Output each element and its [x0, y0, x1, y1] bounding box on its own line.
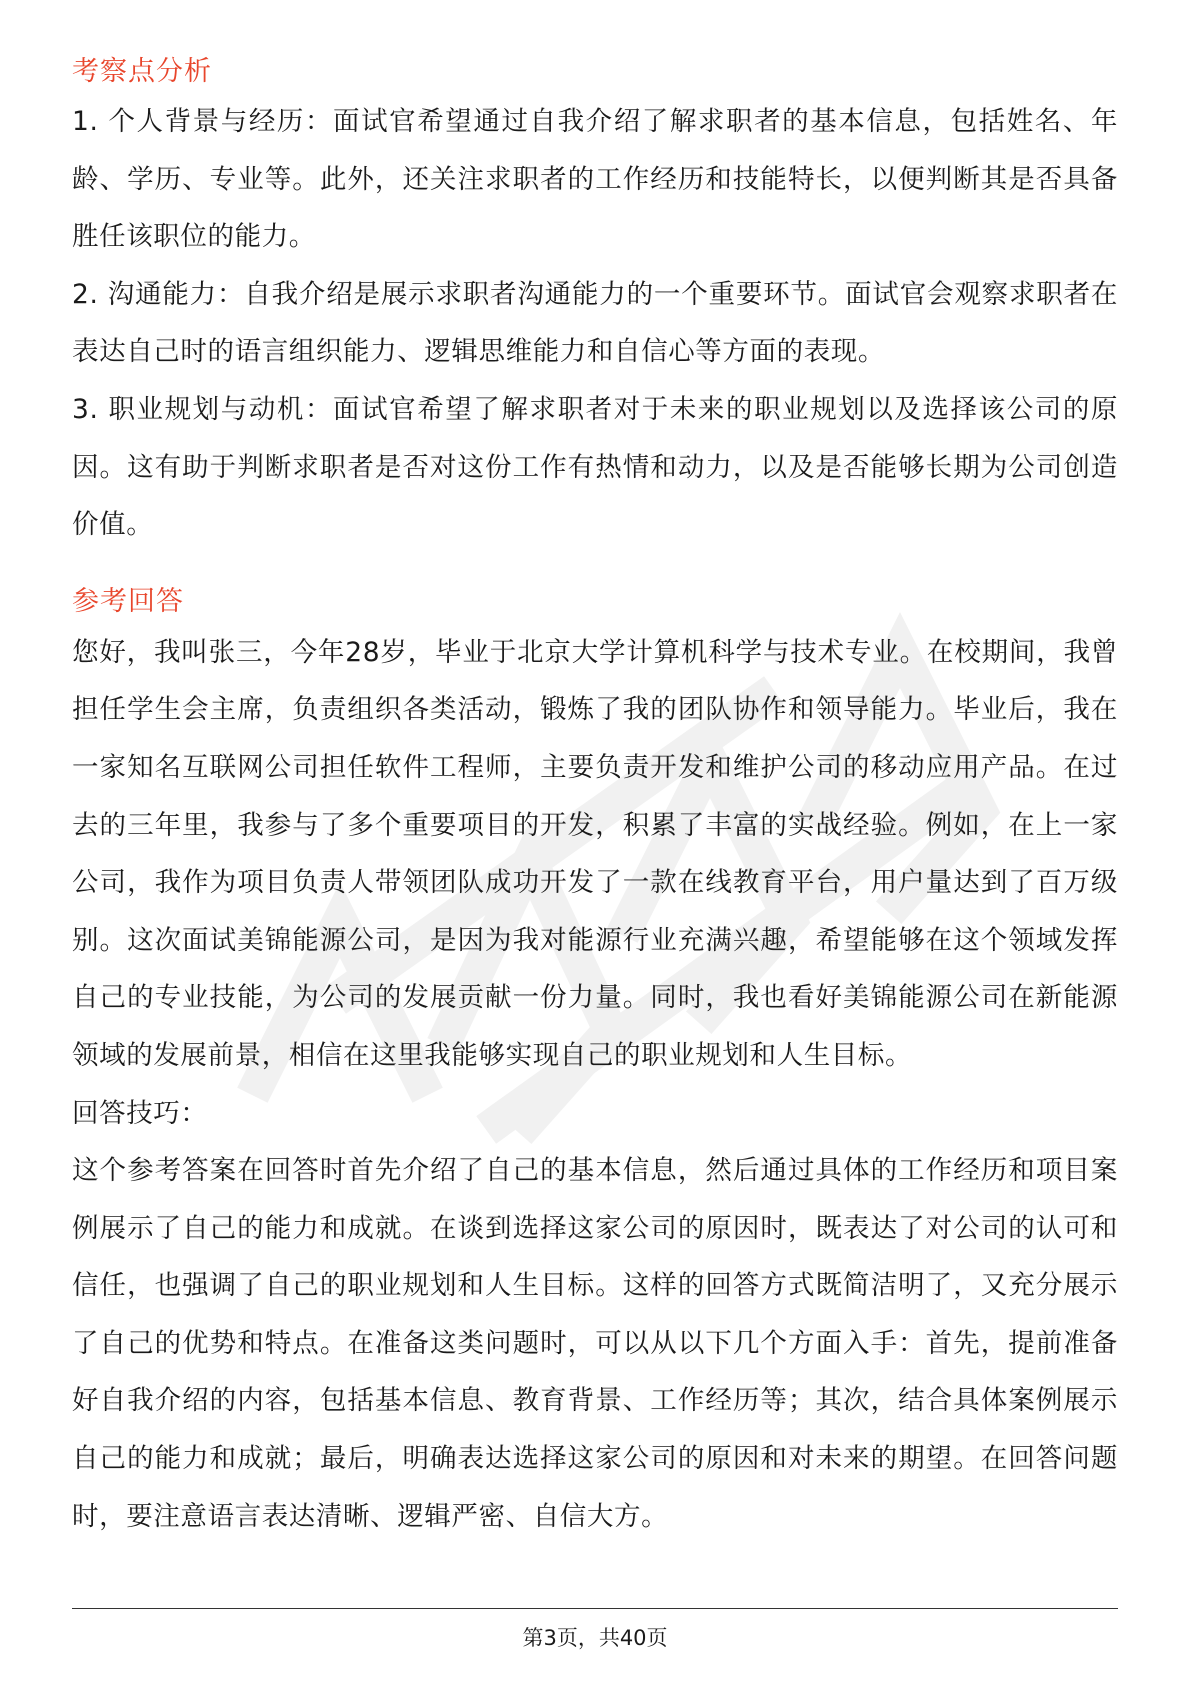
analysis-body — [72, 93, 1118, 554]
tips-text: 这个参考答案在回答时首先介绍了自己的基本信息，然后通过具体的工作经历和项目案例展示了自己的能力和成就。在谈到选择这家公司的原因时，既表达了对公司的认可和信任，也强调了自己的职业规划和人生目标。这样的回答方式既简洁明了，又充分展示了自己的优势和特点。在准备这类问题时，可以从以下几个方面入手：首先，提前准备好自我介绍的内容，包括基本信息、教育背景、工作经历等；其次，结合具体案例展示自己的能力和成就；最后，明确表达选择这家公司的原因和对未来的期望。在回答问题时，要注意语言表达清晰、逻辑严密、自信大方。 — [72, 1155, 1118, 1532]
document-page — [72, 46, 1118, 1545]
analysis-point-2: 2. 沟通能力：自我介绍是展示求职者沟通能力的一个重要环节。面试官会观察求职者在表达自己时的语言组织能力、逻辑思维能力和自信心等方面的表现。 — [72, 278, 1118, 368]
analysis-point-1: 1. 个人背景与经历：面试官希望通过自我介绍了解求职者的基本信息，包括姓名、年龄、学历、专业等。此外，还关注求职者的工作经历和技能特长，以便判断其是否具备胜任该职位的能力。 — [72, 106, 1118, 253]
reference-body — [72, 624, 1118, 1546]
footer-divider — [72, 1608, 1118, 1609]
analysis-point-3: 3. 职业规划与动机：面试官希望了解求职者对于未来的职业规划以及选择该公司的原因。这有助于判断求职者是否对这份工作有热情和动力，以及是否能够长期为公司创造价值。 — [72, 393, 1118, 541]
reference-answer: 您好，我叫张三，今年28岁，毕业于北京大学计算机科学与技术专业。在校期间，我曾担任学生会主席，负责组织各类活动，锻炼了我的团队协作和领导能力。毕业后，我在一家知名互联网公司担任软件工程师，主要负责开发和维护公司的移动应用产品。在过去的三年里，我参与了多个重要项目的开发，积累了丰富的实战经验。例如，在上一家公司，我作为项目负责人带领团队成功开发了一款在线教育平台，用户量达到了百万级别。这次面试美锦能源公司，是因为我对能源行业充满兴趣，希望能够在这个领域发挥自己的专业技能，为公司的发展贡献一份力量。同时，我也看好美锦能源公司在新能源领域的发展前景，相信在这里我能够实现自己的职业规划和人生目标。 — [72, 636, 1118, 1071]
analysis-heading: 考察点分析 — [72, 56, 212, 87]
tips-label: 回答技巧： — [72, 1097, 208, 1129]
reference-heading: 参考回答 — [72, 585, 184, 617]
page-number: 第3页，共40页 — [522, 1626, 668, 1650]
